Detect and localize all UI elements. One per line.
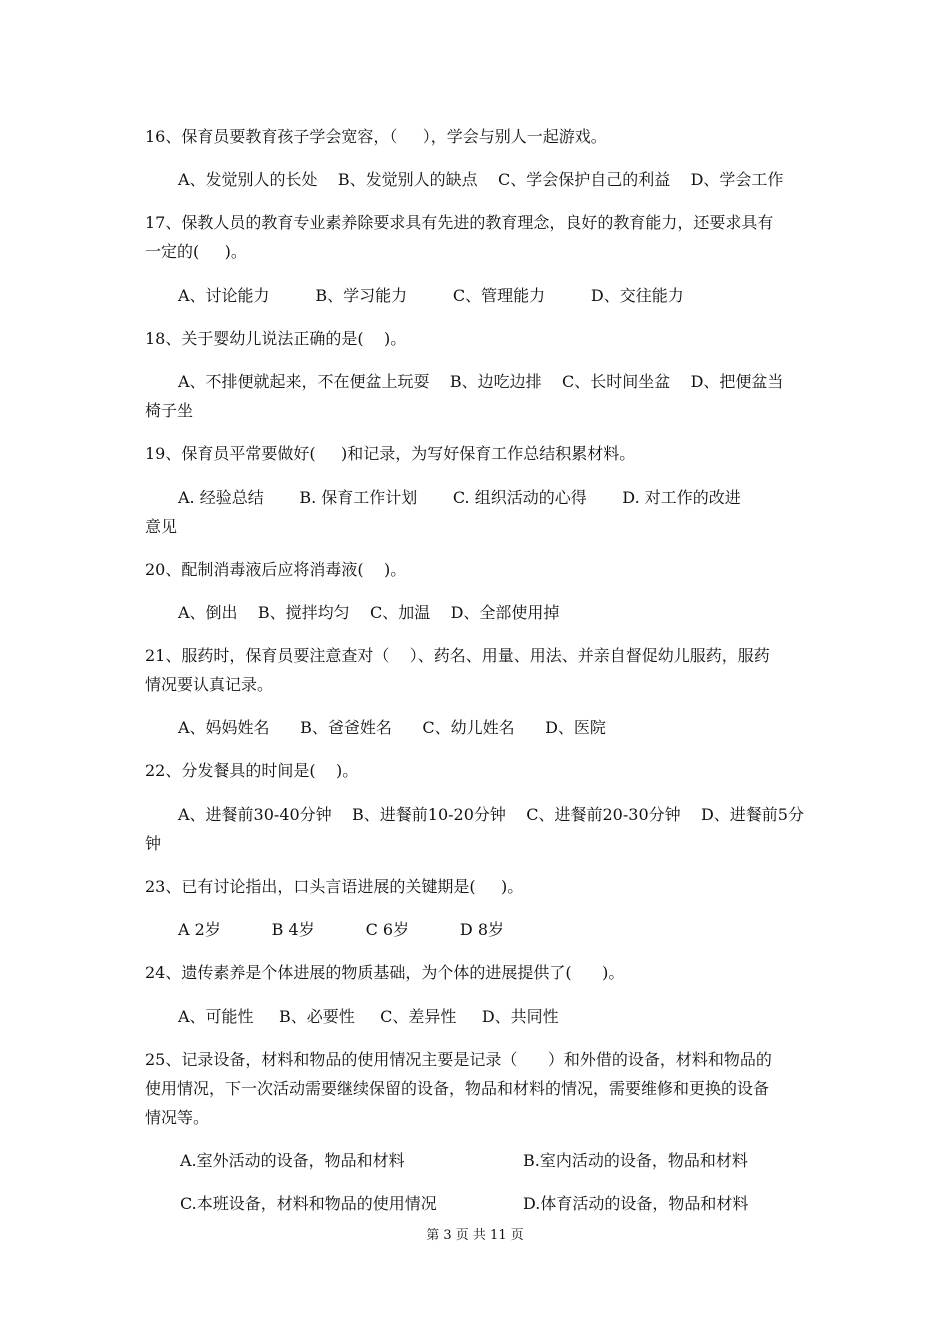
question-25-option-d: D.体育活动的设备，物品和材料 [523, 1194, 749, 1213]
question-24-stem: 24、遗传素养是个体进展的物质基础，为个体的进展提供了( )。 [145, 963, 625, 982]
question-17-options: A、讨论能力 B、学习能力 C、管理能力 D、交往能力 [178, 286, 684, 305]
question-21-stem-cont: 情况要认真记录。 [145, 675, 274, 694]
question-25-stem: 25、记录设备，材料和物品的使用情况主要是记录（ ）和外借的设备，材料和物品的 [145, 1050, 772, 1069]
question-23-options: A 2岁 B 4岁 C 6岁 D 8岁 [178, 920, 505, 939]
question-24-options: A、可能性 B、必要性 C、差异性 D、共同性 [178, 1007, 559, 1026]
question-16-options: A、发觉别人的长处 B、发觉别人的缺点 C、学会保护自己的利益 D、学会工作 [178, 170, 784, 189]
question-19-options: A. 经验总结 B. 保育工作计划 C. 组织活动的心得 D. 对工作的改进 [178, 488, 741, 507]
question-20-stem: 20、配制消毒液后应将消毒液( )。 [145, 560, 407, 579]
question-17-stem-cont: 一定的( )。 [145, 242, 247, 261]
question-19-stem: 19、保育员平常要做好( )和记录，为写好保育工作总结积累材料。 [145, 444, 636, 463]
question-25-option-a: A.室外活动的设备，物品和材料 [180, 1151, 405, 1170]
question-22-options: A、进餐前30-40分钟 B、进餐前10-20分钟 C、进餐前20-30分钟 D、进餐前5分 [178, 805, 804, 824]
question-22-stem: 22、分发餐具的时间是( )。 [145, 761, 359, 780]
question-16-stem: 16、保育员要教育孩子学会宽容，（ ），学会与别人一起游戏。 [145, 127, 607, 146]
question-25-stem-cont-2: 情况等。 [145, 1108, 210, 1127]
question-17-stem: 17、保教人员的教育专业素养除要求具有先进的教育理念，良好的教育能力，还要求具有 [145, 213, 774, 232]
page-footer: 第 3 页 共 11 页 [426, 1228, 524, 1243]
question-18-options: A、不排便就起来，不在便盆上玩耍 B、边吃边排 C、长时间坐盆 D、把便盆当 [178, 372, 784, 391]
question-18-stem: 18、关于婴幼儿说法正确的是( )。 [145, 329, 407, 348]
question-21-stem: 21、服药时，保育员要注意查对（ ）、药名、用量、用法、并亲自督促幼儿服药，服药 [145, 646, 770, 665]
question-23-stem: 23、已有讨论指出，口头言语进展的关键期是( )。 [145, 877, 524, 896]
question-25-option-c: C.本班设备，材料和物品的使用情况 [180, 1194, 437, 1213]
question-20-options: A、倒出 B、搅拌均匀 C、加温 D、全部使用掉 [178, 603, 560, 622]
question-18-options-cont: 椅子坐 [145, 401, 194, 420]
question-19-options-cont: 意见 [145, 517, 178, 536]
question-25-stem-cont-1: 使用情况，下一次活动需要继续保留的设备，物品和材料的情况，需要维修和更换的设备 [145, 1079, 770, 1098]
question-25-option-b: B.室内活动的设备，物品和材料 [523, 1151, 748, 1170]
question-21-options: A、妈妈姓名 B、爸爸姓名 C、幼儿姓名 D、医院 [178, 718, 606, 737]
question-22-options-cont: 钟 [145, 834, 162, 853]
